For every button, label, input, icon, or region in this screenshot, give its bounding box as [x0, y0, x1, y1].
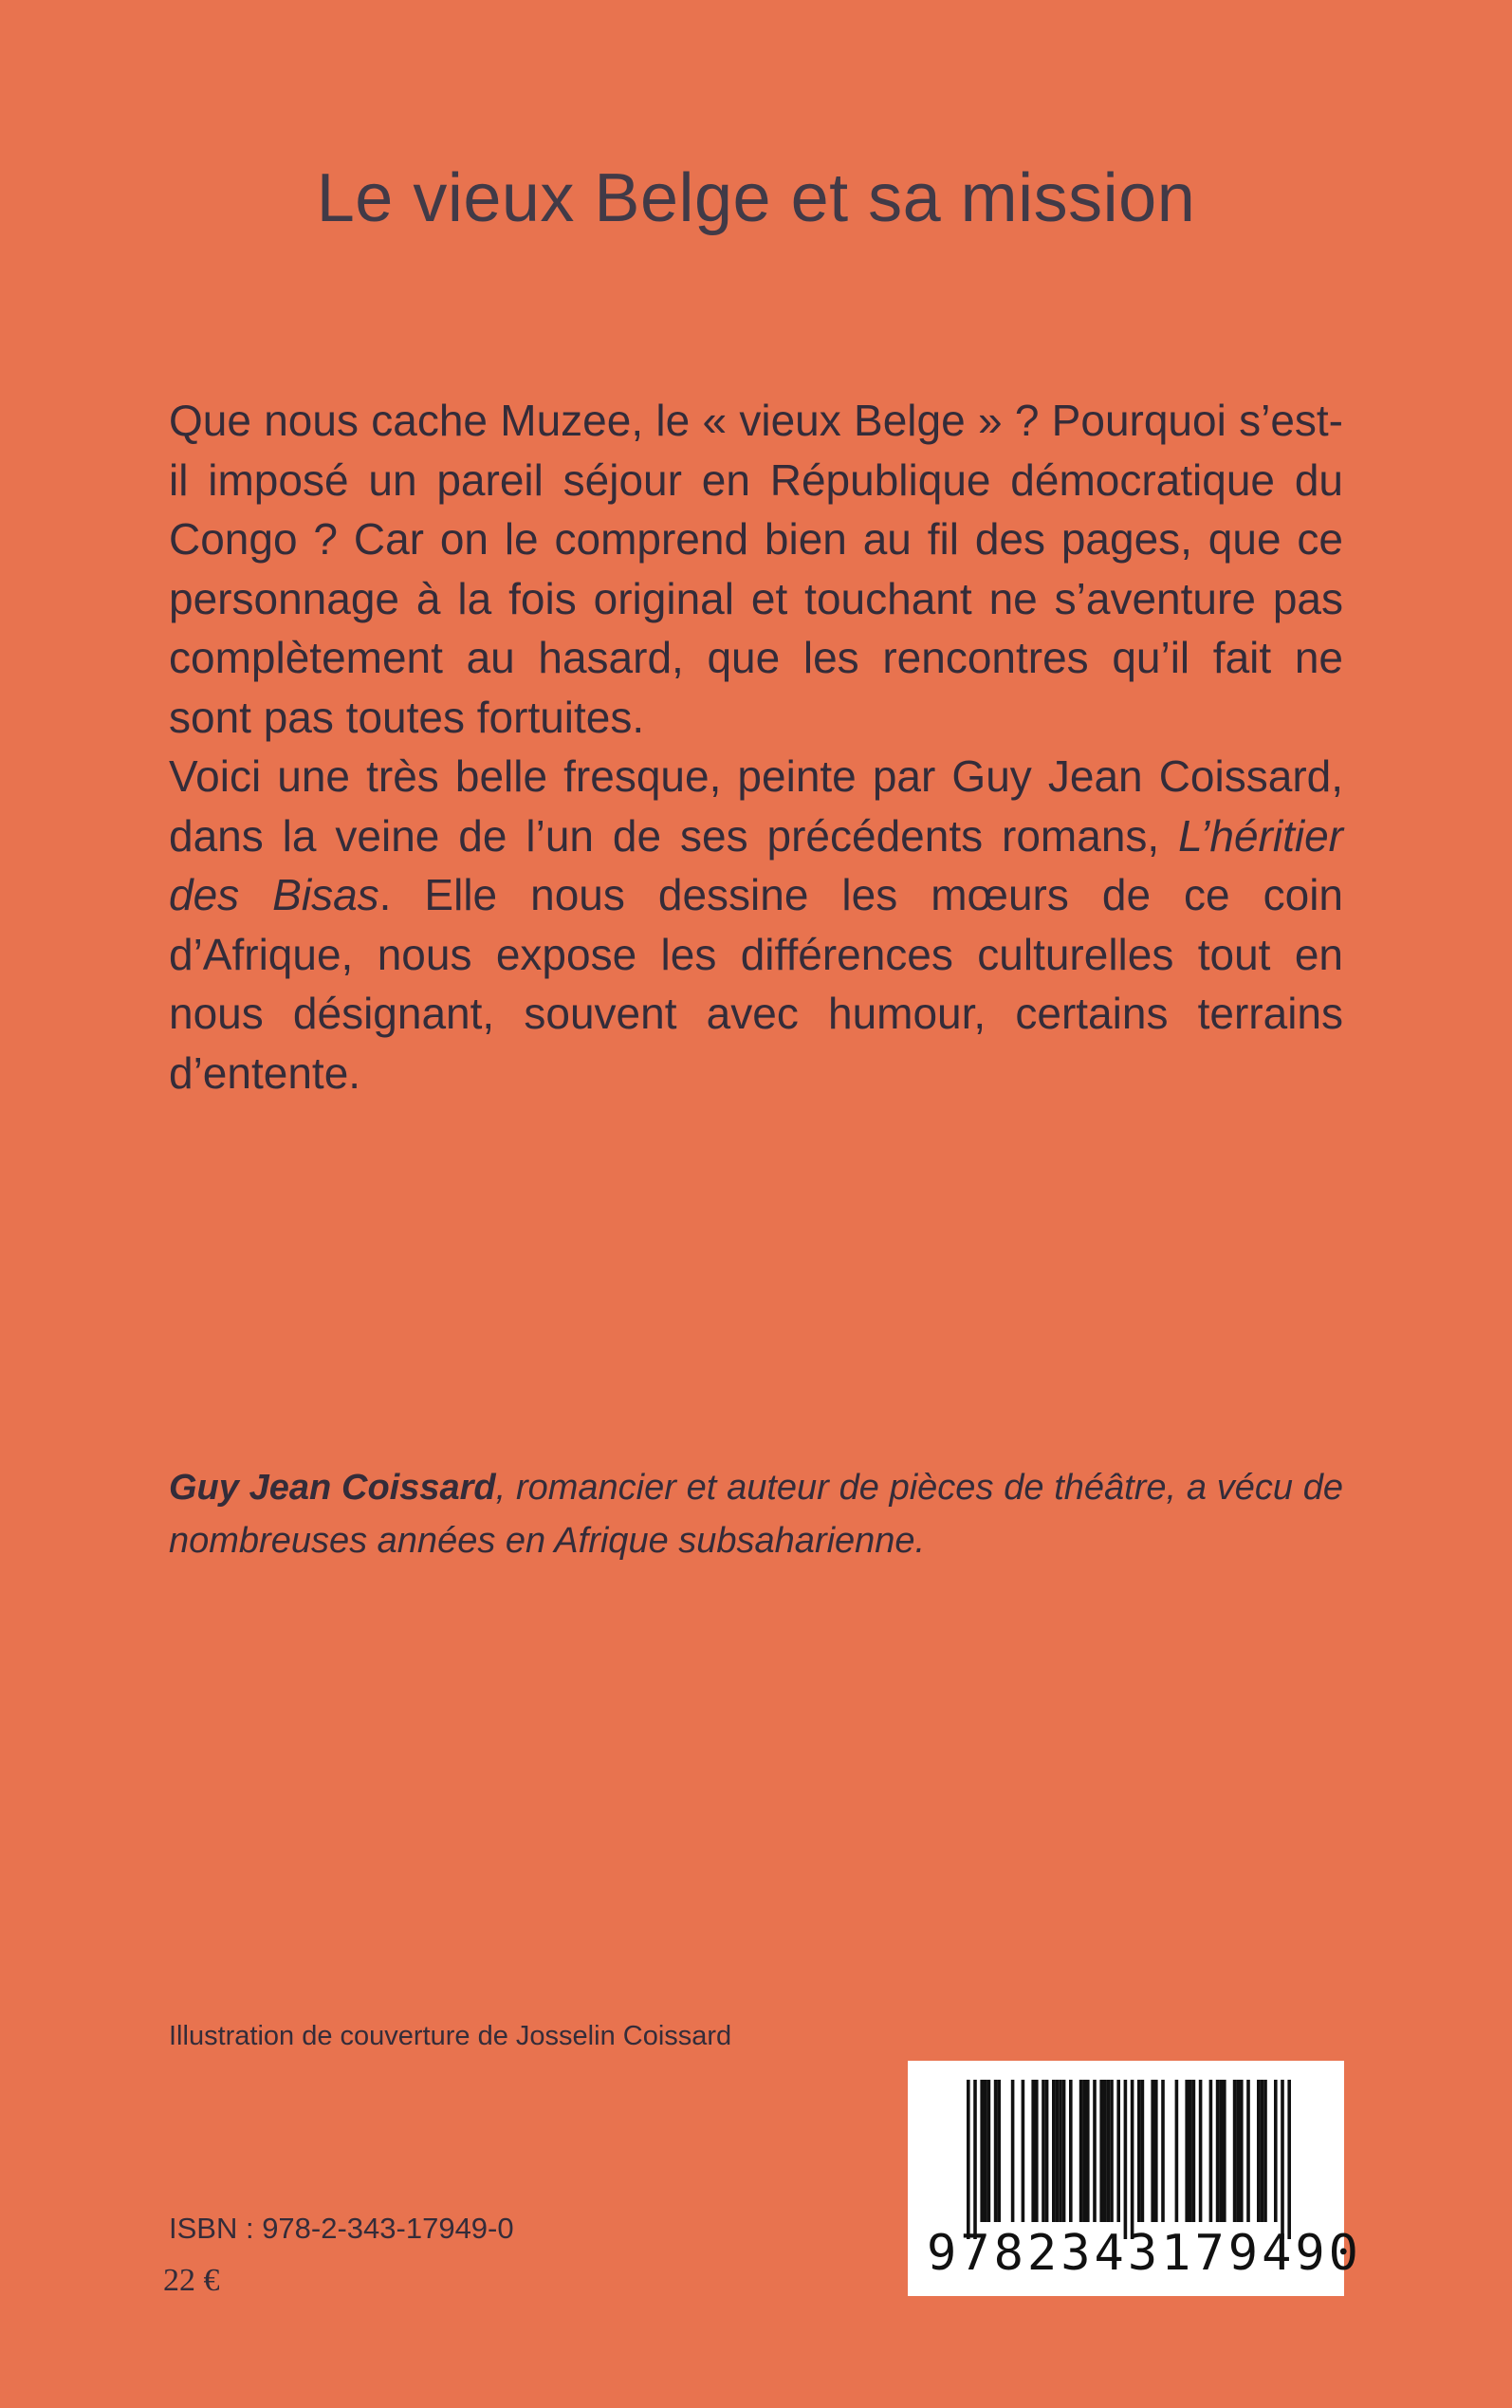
- blurb: [169, 391, 1343, 1102]
- barcode-bar: [1059, 2080, 1062, 2222]
- author-name: Guy Jean Coissard: [169, 1468, 496, 1508]
- barcode-bar: [1223, 2080, 1226, 2222]
- barcode-bar: [980, 2080, 984, 2222]
- barcode-bar: [1151, 2080, 1154, 2222]
- barcode-bar: [1124, 2080, 1128, 2239]
- previous-novel-title: L’héritier des Bisas: [169, 810, 1343, 919]
- barcode-bar: [1209, 2080, 1213, 2222]
- barcode-bar: [1082, 2080, 1086, 2222]
- barcode-bar: [1022, 2080, 1025, 2222]
- barcode-bar: [1110, 2080, 1114, 2222]
- barcode-bar: [1137, 2080, 1141, 2222]
- barcode-bar: [1141, 2080, 1145, 2222]
- barcode-bar: [1175, 2080, 1179, 2222]
- blurb-text: . Elle nous dessine les mœurs de ce coin d’Afrique, nous expose les différences culturelles tout en nous désignant, souvent avec humour, certains terrains d’entente.: [169, 870, 1343, 1098]
- barcode-bar: [967, 2080, 970, 2239]
- barcode-bar: [973, 2080, 977, 2239]
- barcode-bar: [1263, 2080, 1267, 2222]
- barcode-bar: [1257, 2080, 1261, 2222]
- barcode-bar: [1246, 2080, 1250, 2222]
- barcode-bar: [994, 2080, 998, 2222]
- barcode-bar: [1233, 2080, 1237, 2222]
- blurb-paragraph-2: [169, 747, 1343, 1102]
- author-bio-text: , romancier et auteur de pièces de théâtre, a vécu de nombreuses années en Afrique subsaharienne.: [169, 1468, 1343, 1561]
- barcode-bar: [1261, 2080, 1264, 2222]
- barcode-bar: [1131, 2080, 1134, 2239]
- barcode-bar: [1192, 2080, 1196, 2222]
- book-title: Le vieux Belge et sa mission: [316, 160, 1196, 236]
- barcode-digits: 9782343179490: [927, 2225, 1362, 2282]
- barcode-bar: [1240, 2080, 1244, 2222]
- blurb-text: Voici une très belle fresque, peinte par Guy Jean Coissard, dans la veine de l’un de ses précédents romans,: [169, 751, 1343, 861]
- barcode-bar: [1042, 2080, 1045, 2222]
- barcode-bar: [1116, 2080, 1120, 2222]
- barcode-bar: [987, 2080, 991, 2222]
- barcode-bar: [1236, 2080, 1240, 2222]
- isbn: ISBN : 978-2-343-17949-0: [169, 2212, 514, 2245]
- barcode-bar: [1103, 2080, 1107, 2222]
- barcode-bar: [1154, 2080, 1158, 2222]
- barcode-bar: [1287, 2080, 1291, 2239]
- barcode-bar: [1035, 2080, 1039, 2222]
- barcode-bar: [1274, 2080, 1278, 2222]
- barcode-bar: [984, 2080, 987, 2222]
- barcode-bar: [1062, 2080, 1066, 2222]
- barcode-bar: [1069, 2080, 1073, 2222]
- blurb-paragraph-1: Que nous cache Muzee, le « vieux Belge » ? Pourquoi s’est-il imposé un pareil séjour en République démocratique du Congo ? Car on le comprend bien au fil des pages, que ce personnage à la fois original et touchant ne s’aventure pas complètement au hasard, que les rencontres qu’il fait ne sont pas toutes fortuites.: [169, 396, 1343, 742]
- barcode-bar: [997, 2080, 1001, 2222]
- barcode-bar: [1045, 2080, 1049, 2222]
- illustration-credit: Illustration de couverture de Josselin Coissard: [169, 2021, 732, 2051]
- barcode-bar: [1216, 2080, 1220, 2222]
- barcode-bar: [1219, 2080, 1223, 2222]
- barcode-bar: [1056, 2080, 1060, 2222]
- barcode-bar: [1161, 2080, 1165, 2222]
- barcode-bar: [1199, 2080, 1203, 2222]
- barcode-bar: [1185, 2080, 1189, 2222]
- barcode: [908, 2061, 1362, 2296]
- barcode-bar: [1281, 2080, 1284, 2239]
- barcode-bar: [1107, 2080, 1111, 2222]
- barcode-bar: [1079, 2080, 1083, 2222]
- barcode-bar: [1086, 2080, 1090, 2222]
- barcode-bar: [1031, 2080, 1035, 2222]
- barcode-bar: [1189, 2080, 1192, 2222]
- price: 22 €: [163, 2263, 220, 2298]
- barcode-bar: [1093, 2080, 1097, 2222]
- barcode-bar: [1099, 2080, 1103, 2222]
- barcode-bar: [1011, 2080, 1015, 2222]
- barcode-bar: [1052, 2080, 1056, 2222]
- author-bio: [169, 1461, 1343, 1567]
